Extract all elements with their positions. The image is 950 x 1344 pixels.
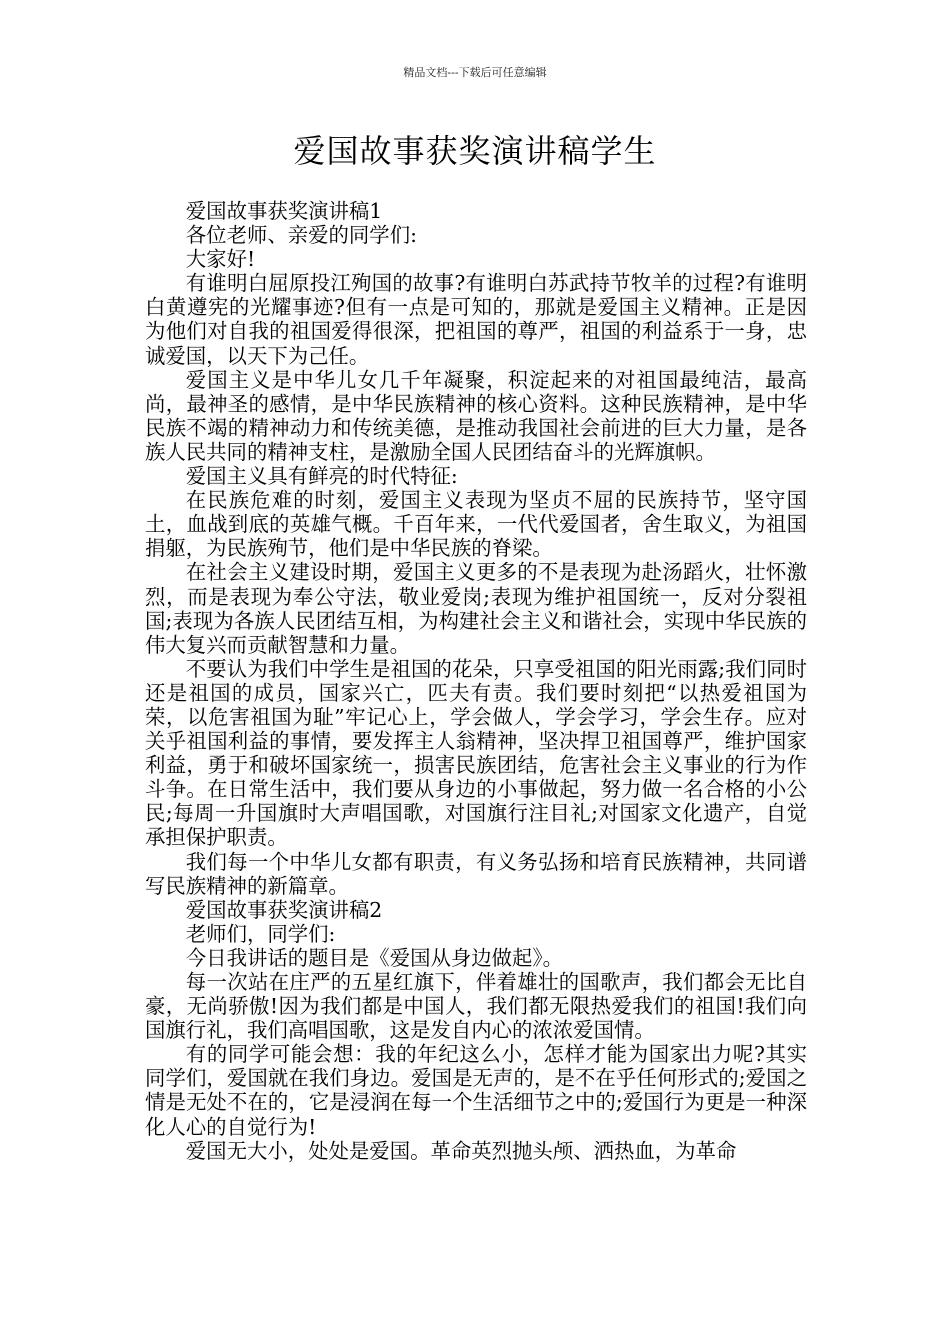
page-header: 精品文档---下载后可任意编辑 <box>403 66 547 79</box>
document-title: 爱国故事获奖演讲稿学生 <box>293 132 657 170</box>
paragraph: 不要认为我们中学生是祖国的花朵，只享受祖国的阳光雨露;我们同时还是祖国的成员，国家兴亡，匹夫有责。我们要时刻把“以热爱祖国为荣，以危害祖国为耻”牢记心上，学会做人，学会学习，学会生存。应对关乎祖国利益的事情，要发挥主人翁精神，坚决捍卫祖国尊严，维护国家利益，勇于和破坏国家统一，损害民族团结，危害社会主义事业的行为作斗争。在日常生活中，我们要从身边的小事做起，努力做一名合格的小公民;每周一升国旗时大声唱国歌，对国旗行注目礼;对国家文化遗产，自觉承担保护职责。 <box>145 656 807 850</box>
paragraph: 大家好! <box>185 247 256 272</box>
document-body <box>145 199 807 1163</box>
paragraph: 爱国无大小，处处是爱国。革命英烈抛头颅、洒热血，为革命 <box>185 1138 737 1163</box>
paragraph: 我们每一个中华儿女都有职责，有义务弘扬和培育民族精神，共同谱写民族精神的新篇章。 <box>145 849 807 898</box>
paragraph: 老师们，同学们: <box>185 921 336 946</box>
paragraph: 在社会主义建设时期，爱国主义更多的不是表现为赴汤蹈火，壮怀激烈，而是表现为奉公守法，敬业爱岗;表现为维护祖国统一，反对分裂祖国;表现为各族人民团结互相，为构建社会主义和谐社会，实现中华民族的伟大复兴而贡献智慧和力量。 <box>145 560 807 657</box>
paragraph: 爱国故事获奖演讲稿1 <box>185 199 383 223</box>
paragraph: 爱国主义具有鲜亮的时代特征: <box>185 464 458 489</box>
paragraph: 有的同学可能会想：我的年纪这么小，怎样才能为国家出力呢?其实同学们，爱国就在我们身边。爱国是无声的，是不在乎任何形式的;爱国之情是无处不在的，它是浸润在每一个生活细节之中的;爱国行为更是一种深化人心的自觉行为! <box>145 1042 807 1139</box>
paragraph: 各位老师、亲爱的同学们: <box>185 223 417 248</box>
paragraph: 在民族危难的时刻，爱国主义表现为坚贞不屈的民族持节，坚守国土，血战到底的英雄气概。千百年来，一代代爱国者，舍生取义，为祖国捐躯，为民族殉节，他们是中华民族的脊梁。 <box>145 488 807 561</box>
paragraph: 爱国故事获奖演讲稿2 <box>185 897 383 922</box>
paragraph: 今日我讲话的题目是《爱国从身边做起》。 <box>185 945 564 970</box>
paragraph: 有谁明白屈原投江殉国的故事?有谁明白苏武持节牧羊的过程?有谁明白黄遵宪的光耀事迹?但有一点是可知的，那就是爱国主义精神。正是因为他们对自我的祖国爱得很深，把祖国的尊严，祖国的利益系于一身，忠诚爱国，以天下为己任。 <box>145 271 807 368</box>
paragraph: 爱国主义是中华儿女几千年凝聚，积淀起来的对祖国最纯洁，最高尚，最神圣的感情，是中华民族精神的核心资料。这种民族精神，是中华民族不竭的精神动力和传统美德，是推动我国社会前进的巨大力量，是各族人民共同的精神支柱，是激励全国人民团结奋斗的光辉旗帜。 <box>145 367 807 464</box>
paragraph: 每一次站在庄严的五星红旗下，伴着雄壮的国歌声，我们都会无比自豪，无尚骄傲!因为我们都是中国人，我们都无限热爱我们的祖国!我们向国旗行礼，我们高唱国歌，这是发自内心的浓浓爱国情。 <box>145 970 807 1043</box>
